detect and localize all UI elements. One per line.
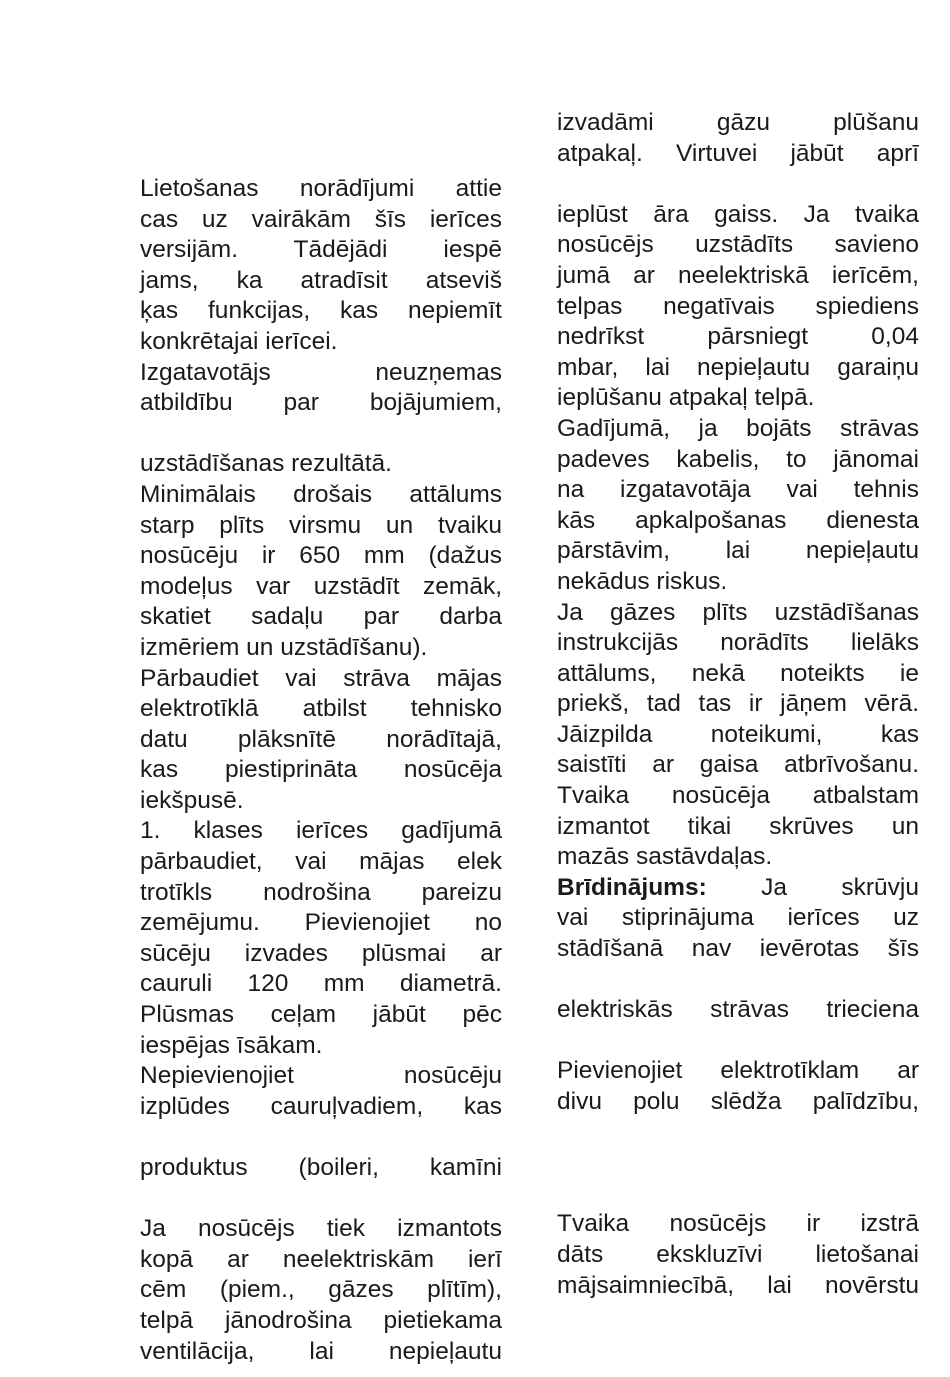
text-line: pārbaudiet, vai mājas elek — [140, 848, 502, 876]
text-line: attālums, nekā noteikts ie — [557, 659, 919, 687]
text-line: cas uz vairākām šīs ierīces — [140, 205, 502, 233]
text-line: izmēriem un uzstādīšanu). — [140, 633, 428, 661]
text-line: Gadījumā, ja bojāts strāvas — [557, 414, 919, 442]
text-line: zemējumu. Pievienojiet no — [140, 909, 502, 937]
text-line: iespējas īsākam. — [140, 1031, 323, 1059]
text-line: Izgatavotājs neuzņemas — [140, 358, 502, 386]
text-line: kās apkalpošanas dienesta — [557, 506, 919, 534]
text-line: kopā ar neelektriskām ierī — [140, 1245, 502, 1273]
right-text-column — [557, 108, 919, 1301]
text-line: Tvaika nosūcēja atbalstam — [557, 782, 919, 810]
text-line: priekš, tad tas ir jāņem vērā. — [557, 690, 919, 718]
text-line: ieplūst āra gaiss. Ja tvaika — [557, 200, 919, 228]
warning-text: Ja skrūvju — [761, 873, 919, 901]
text-line: ķas funkcijas, kas nepiemīt — [140, 297, 502, 325]
text-line: jams, ka atradīsit atseviš — [140, 266, 502, 294]
text-line: cēm (piem., gāzes plītīm), — [140, 1276, 502, 1304]
text-line: Pievienojiet elektrotīklam ar — [557, 1057, 919, 1085]
blank-line — [140, 419, 502, 450]
text-line: skatiet sadaļu par darba — [140, 603, 502, 631]
text-line: 1. klases ierīces gadījumā — [140, 817, 502, 845]
text-line: mazās sastāvdaļas. — [557, 843, 773, 871]
text-line: elektriskās strāvas trieciena — [557, 996, 919, 1024]
text-line: nosūcēju ir 650 mm (dažus — [140, 542, 502, 570]
text-line: Minimālais drošais attālums — [140, 480, 502, 508]
text-line: kas piestiprināta nosūcēja — [140, 756, 502, 784]
text-line: mājsaimniecībā, lai novērstu — [557, 1271, 919, 1299]
text-line: dāts ekskluzīvi lietošanai — [557, 1240, 919, 1268]
text-line: Pārbaudiet vai strāva mājas — [140, 664, 502, 692]
text-line: produktus (boileri, kamīni — [140, 1154, 502, 1181]
text-line: starp plīts virsmu un tvaiku — [140, 511, 502, 539]
blank-line — [557, 1118, 919, 1149]
text-line: sūcēju izvades plūsmai ar — [140, 939, 502, 967]
text-line: iekšpusē. — [140, 786, 244, 814]
warning-line — [557, 873, 919, 904]
text-line: izmantot tikai skrūves un — [557, 812, 919, 840]
text-line: atbildību par bojājumiem, — [140, 389, 502, 417]
text-line: atpakaļ. Virtuvei jābūt aprī — [557, 139, 919, 167]
text-line: cauruli 120 mm diametrā. — [140, 970, 502, 998]
text-line: stādīšanā nav ievērotas šīs — [557, 935, 919, 963]
blank-line — [557, 1148, 919, 1179]
text-line: jumā ar neelektriskā ierīcēm, — [557, 261, 919, 289]
text-line: izplūdes cauruļvadiem, kas — [140, 1092, 502, 1120]
text-line: telpā jānodrošina pietiekama — [140, 1306, 502, 1334]
text-line: trotīkls nodrošina pareizu — [140, 878, 502, 906]
text-line: Ja gāzes plīts uzstādīšanas — [557, 598, 919, 626]
text-line: versijām. Tādējādi iespē — [140, 236, 502, 264]
text-line: elektrotīklā atbilst tehnisko — [140, 695, 502, 723]
warning-label: Brīdinājums: — [557, 873, 707, 901]
text-line: Jāizpilda noteikumi, kas — [557, 720, 919, 748]
text-line: nosūcējs uzstādīts savieno — [557, 231, 919, 259]
text-line: Ja nosūcējs tiek izmantots — [140, 1215, 502, 1243]
text-line: divu polu slēdža palīdzību, — [557, 1088, 919, 1115]
text-line: Tvaika nosūcējs ir izstrā — [557, 1210, 919, 1238]
text-line: uzstādīšanas rezultātā. — [140, 450, 392, 478]
text-line: saistīti ar gaisa atbrīvošanu. — [557, 751, 919, 779]
text-line: nedrīkst pārsniegt 0,04 — [557, 323, 919, 351]
blank-line — [140, 1122, 502, 1153]
text-line: pārstāvim, lai nepieļautu — [557, 537, 919, 565]
text-line: konkrētajai ierīcei. — [140, 327, 338, 355]
text-line: Plūsmas ceļam jābūt pēc — [140, 1001, 502, 1029]
text-line: padeves kabelis, to jānomai — [557, 445, 919, 473]
text-line: na izgatavotāja vai tehnis — [557, 476, 919, 504]
text-line: mbar, lai nepieļautu garaiņu — [557, 353, 919, 381]
blank-line — [140, 1184, 502, 1215]
text-line: modeļus var uzstādīt zemāk, — [140, 572, 502, 600]
text-line: nekādus riskus. — [557, 567, 728, 595]
text-line: ventilācija, lai nepieļautu — [140, 1337, 502, 1365]
text-line: Nepievienojiet nosūcēju — [140, 1062, 502, 1090]
text-line: izvadāmi gāzu plūšanu — [557, 109, 919, 136]
text-line: vai stiprinājuma ierīces uz — [557, 904, 919, 932]
text-line: datu plāksnītē norādītajā, — [140, 725, 502, 753]
blank-line — [557, 169, 919, 200]
text-line: instrukcijās norādīts lielāks — [557, 629, 919, 657]
blank-line — [557, 1179, 919, 1210]
left-text-column — [140, 174, 502, 1367]
blank-line — [557, 1026, 919, 1057]
blank-line — [557, 965, 919, 996]
text-line: Lietošanas norādījumi attie — [140, 175, 502, 202]
text-line: ieplūšanu atpakaļ telpā. — [557, 384, 815, 412]
text-line: telpas negatīvais spiediens — [557, 292, 919, 320]
